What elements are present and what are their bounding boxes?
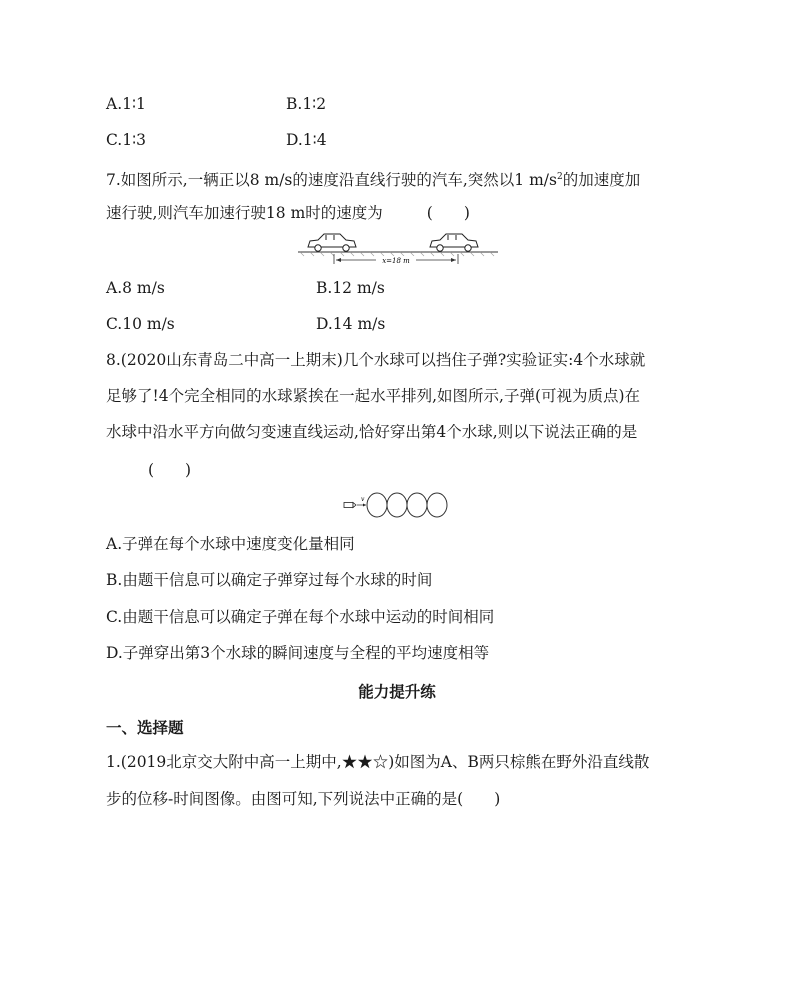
q8-line-2: 足够了!4个完全相同的水球紧挨在一起水平排列,如图所示,子弹(可视为质点)在: [106, 387, 641, 405]
q7-car-figure: [298, 228, 498, 268]
q7-distance-label: x=18 m: [382, 257, 410, 265]
q8-line-1: 8.(2020山东青岛二中高一上期末)几个水球可以挡住子弹?实验证实:4个水球就: [106, 351, 646, 369]
q7-line-2: 速行驶,则汽车加速行驶18 m时的速度为 ( ): [106, 204, 470, 222]
q6-option-a: A.1∶1: [106, 95, 146, 113]
q8-line-3: 水球中沿水平方向做匀变速直线运动,恰好穿出第4个水球,则以下说法正确的是: [106, 423, 638, 441]
q6-option-d: D.1∶4: [286, 131, 327, 149]
q8-option-b: B.由题干信息可以确定子弹穿过每个水球的时间: [106, 571, 433, 589]
q1-line-1: 1.(2019北京交大附中高一上期中,★★☆)如图为A、B两只棕熊在野外沿直线散: [106, 753, 650, 771]
water-ball: [427, 493, 447, 517]
q6-option-c: C.1∶3: [106, 131, 146, 149]
q7-option-a: A.8 m/s: [106, 279, 165, 297]
q7-option-b: B.12 m/s: [316, 279, 385, 297]
water-ball: [407, 493, 427, 517]
q8-option-a: A.子弹在每个水球中速度变化量相同: [106, 535, 355, 553]
q7-line-1: 7.如图所示,一辆正以8 m/s的速度沿直线行驶的汽车,突然以1 $m/s^2$的加速度加: [106, 171, 641, 190]
water-ball: [387, 493, 407, 517]
q8-option-c: C.由题干信息可以确定子弹在每个水球中运动的时间相同: [106, 608, 495, 626]
section-title: 能力提升练: [358, 682, 436, 701]
car-icon: [430, 234, 478, 251]
q6-option-b: B.1∶2: [286, 95, 327, 113]
q7-option-c: C.10 m/s: [106, 315, 175, 333]
car-icon: [308, 234, 356, 251]
subsection-title: 一、选择题: [106, 718, 184, 737]
q7-option-d: D.14 m/s: [316, 315, 386, 333]
water-ball: [367, 493, 387, 517]
q8-answer-paren: ( ): [148, 461, 192, 479]
q8-velocity-label: v: [361, 496, 365, 503]
q8-water-balls-figure: [342, 490, 452, 520]
q8-option-d: D.子弹穿出第3个水球的瞬间速度与全程的平均速度相等: [106, 644, 490, 662]
q1-line-2: 步的位移-时间图像。由图可知,下列说法中正确的是( ): [106, 790, 501, 808]
